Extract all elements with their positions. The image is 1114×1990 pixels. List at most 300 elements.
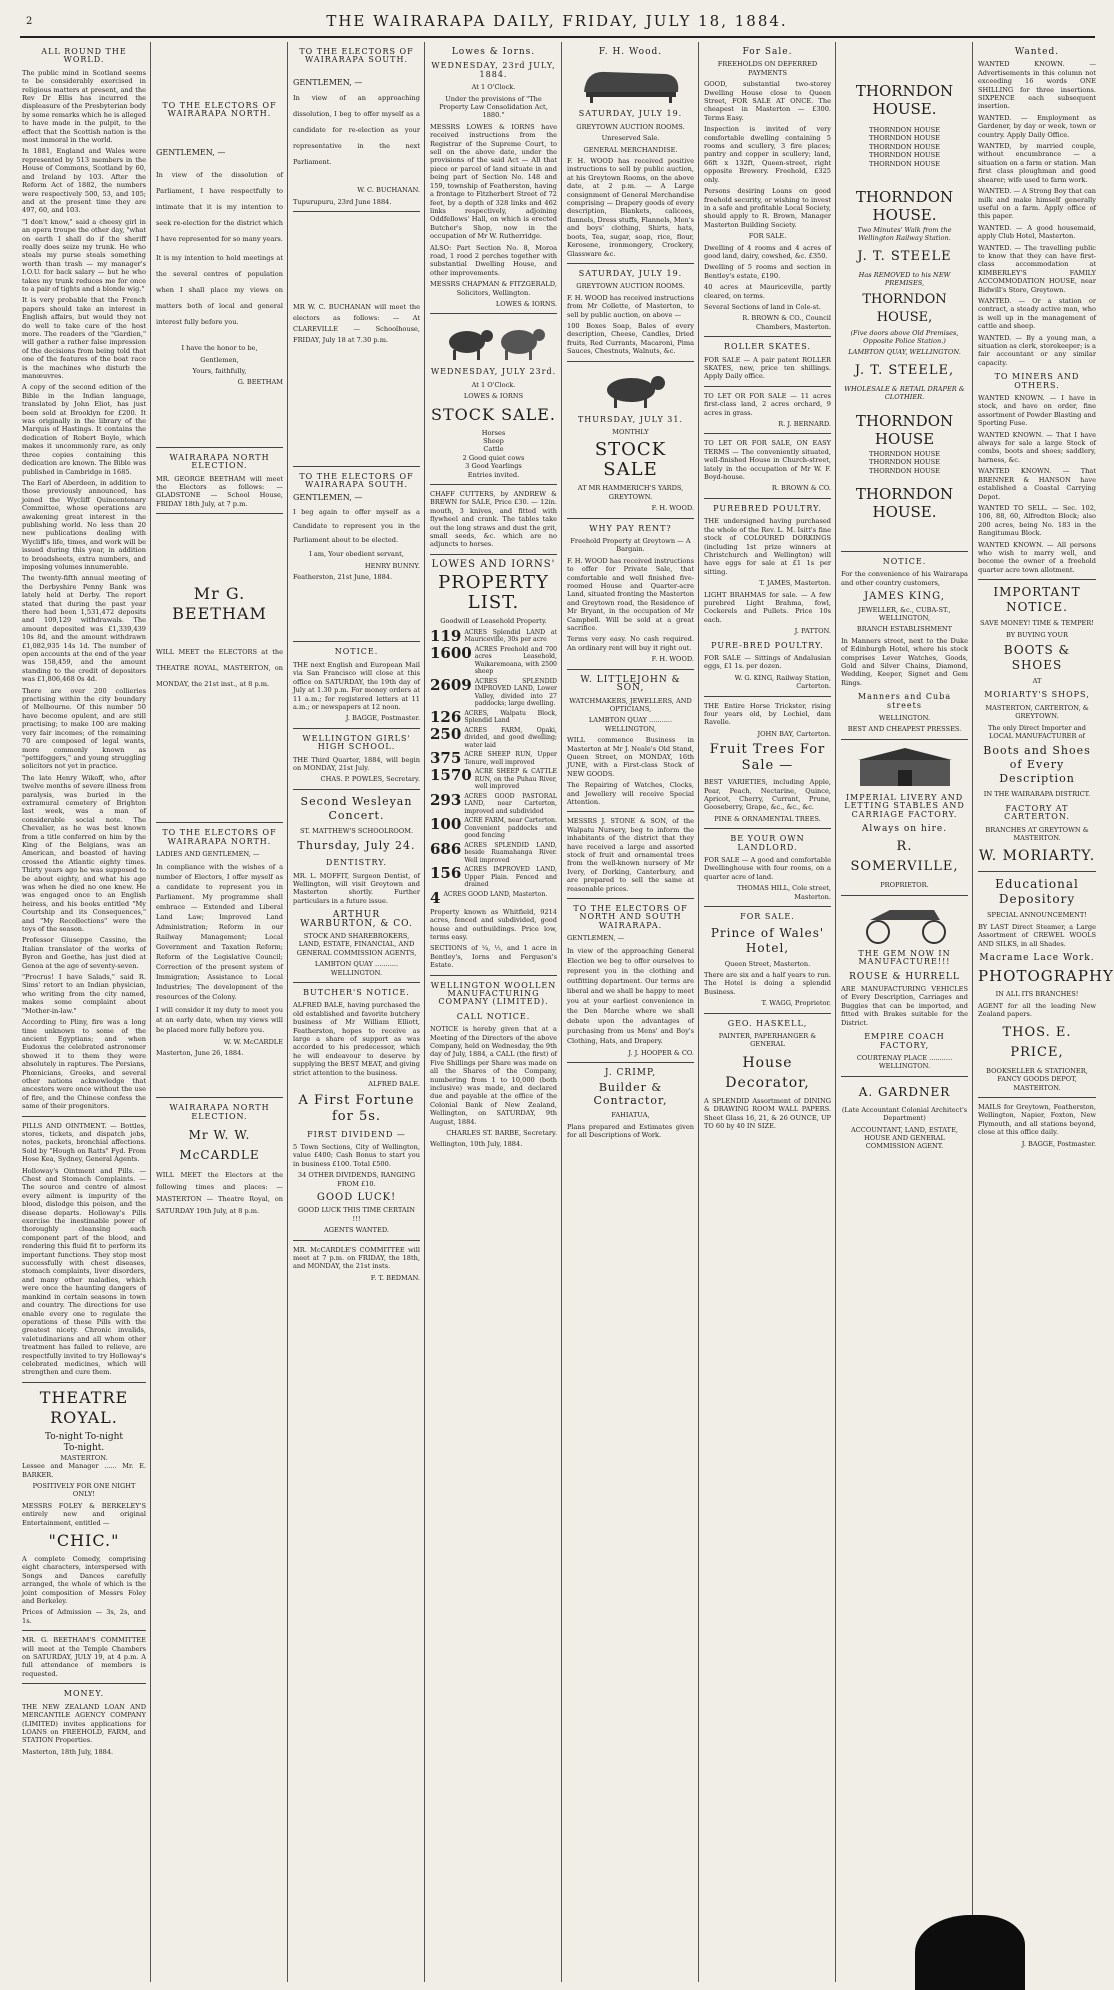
agent-for: AGENT for all the leading New Zealand papers. [978,1001,1096,1019]
acre-entry [430,751,557,766]
walk-note: Two Minutes' Walk from the Wellington Railway Station. [857,226,952,243]
greeting: GENTLEMEN, — [156,147,226,157]
wanted-ad: WANTED TO SELL. — Sec. 102, 106, 88, 60, Alfredton Block; also 200 acres, being No. 183 in the Rangitumau Block. [978,503,1096,538]
acre-description: ACRES GOOD PASTORAL LAND, near Carterton, improved and subdivided [464,792,557,815]
fruit-trees-heading: Fruit Trees For Sale — [709,742,826,774]
divider [704,433,831,434]
theatre-description: A complete Comedy, comprising eight characters, interspersed with Songs and Dances carefully arranged, the whole of which is the joint composition of Messrs Foley and Berkeley. [22,1555,146,1606]
column-2 [156,42,283,1982]
acre-description: ACRE SHEEP & CATTLE RUN, on the Puhau River, well improved [474,768,557,791]
crimp-place: FAHIATUA, [611,1111,650,1120]
acre-description: ACRE SHEEP RUN, Upper Tenure, well improved [464,751,557,766]
warburton-place: LAMBTON QUAY ........... WELLINGTON. [314,960,399,977]
divider [567,263,694,264]
column-divider [972,42,973,1982]
divider [567,361,694,362]
important-notice: IMPORTANT NOTICE. [993,585,1081,615]
littlejohn-trade: WATCHMAKERS, JEWELLERS, AND OPTICIANS, [569,696,692,713]
bunny-close: I am, Your obedient servant, [309,550,404,559]
newspaper-title: THE WAIRARAPA DAILY, FRIDAY, JULY 18, 1884. [326,12,788,30]
draper: WHOLESALE & RETAIL DRAPER & CLOTHIER. [844,384,965,402]
divider [430,484,557,485]
mccardle-committee-signature: F. T. BEDMAN. [370,1273,420,1282]
gardner-note: (Late Accountant Colonial Architect's Department) [841,1105,968,1123]
paragraph: In 1881, England and Wales were represented by 513 members in the House of Commons, Scotland by 60, and Ireland by 103. After the Reform Act of 1882, the numbers were respectively 500, 53, and 105; and at the present time they are 497, 60, and 103. [22,147,146,215]
paragraph: The public mind in Scotland seems to be considerably exercised in religious matters at present, and the Rev Dr Ellis has incurred the displeasure of the Presbyterian body by some remarks which he is alleged to have made in the pulpit, to the effect that the Scottish nation is the most immoral in the world. [22,68,146,145]
sale-date: SATURDAY, JULY 19. [578,109,683,119]
signature: G. BEETHAM [237,378,283,387]
stock-item: 2 Good quiet cows [462,453,525,462]
thornton-house: THORNDON HOUSE. [855,188,954,225]
wanted-ad: WANTED KNOWN. — That I have always for sale a large Stock of combs, boots and shoes; saddlery, harness, &c. [978,430,1096,464]
buchanan-meeting: MR W. C. BUCHANAN will meet the electors as follows: — At CLAREVILLE — Schoolhouse, FRIDAY, July 18 at 7.30 p.m. [293,303,420,345]
divider [704,336,831,337]
mccardle-meeting: WILL MEET the Electors at the following times and places: — MASTERTON — Theatre Royal, on SATURDAY 19th July, at 8 p.m. [156,1171,283,1216]
ladies-greeting: LADIES AND GENTLEMEN, — [156,850,260,859]
mails: MAILS for Greytown, Featherston, Wellington, Napier, Foxton, New Plymouth, and all stations beyond, close at this office daily. [978,1102,1096,1137]
address-body: In view of an approaching dissolution, I beg to offer myself as a candidate for re-election as your representative in the next Parliament. [293,94,420,167]
acre-number: 1600 [430,643,472,662]
divider [567,1062,694,1063]
why-pay-rent: WHY PAY RENT? [589,523,672,533]
stock-time: At 1 O'Clock. [471,380,516,389]
buchanan-signature: W. C. BUCHANAN. [357,186,420,195]
best-presses: BEST AND CHEAPEST PRESSES. [847,725,962,734]
monthly: MONTHLY [612,427,649,436]
littlejohn-name: W. LITTLEJOHN & SON, [580,674,681,694]
for-sale-heading: For Sale. [742,47,793,57]
concert-title: Second Wesleyan Concert. [300,794,413,822]
divider [841,895,968,896]
sale-items-2: 100 Boxes Soap, Bales of every description, Cheese, Candles, Dried fruits, Red Currants, Macaroni, Pima Sauces, Chestnuts, Walnuts, &c. [567,321,694,356]
acre-number: 2609 [430,675,472,694]
sale-also: ALSO: Part Section No. 8, Moroa road, 1 rood 2 perches together with substantial Dwelling House, and other improvements. [430,243,557,277]
dividend-heading: FIRST DIVIDEND — [307,1129,406,1139]
sale-text: MESSRS LOWES & IORNS have received instructions from the Registrar of the Supreme Court, to sell on the above date, under the provisions of the said Act — All that piece or parcel of land situate in and being part of Section No. 148 and 159, township of Featherston, having a frontage to Fitzherbert Street of 72 feet, by a depth of 328 links and 462 links respectively, adjoining Oddfellows' Hall, on which is erected Butcher's Shop, now in the occupation of Mr W. Rutherridge. [430,122,557,241]
paragraph: The Earl of Aberdeen, in addition to those previously announced, has joined the Wycliff Quincentenary Committee, whose operations are awakening great interest in the publishing world. No less than 20 new publications dealing with Wycliff's life, times, and work will be issued during this year, in addition to broadsheets, extra numbers, and imposing volumes innumerable. [22,478,146,571]
to-let-2: TO LET OR FOR SALE, ON EASY TERMS — The conveniently situated, well-finished House in Church-street, lately in the occupation of Mr W. F. Boyd-house. [704,439,831,482]
thornton-item: THORNDON HOUSE [869,159,940,168]
goodwill: Goodwill of Leasehold Property. [440,617,547,626]
sale-text-2: F. H. WOOD has received instructions from Mr Collette, of Masterton, to sell by public auction, on above — [567,293,694,319]
courtenay-place: COURTENAY PLACE ........... WELLINGTON. [856,1053,953,1071]
paragraph: Several Sections of land in Cole-st. [704,302,821,311]
prince-text: There are six and a half years to run. The Hotel is doing a splendid Business. [704,970,831,996]
divider [567,518,694,519]
sections: SECTIONS of ¼, ½, and 1 acre in Bentley's, Iorns and Ferguson's Estate. [430,944,557,970]
paragraph: GOOD, substantial two-storey Dwelling House close to Queen Street, FOR SALE AT ONCE. The cheapest in Masterton — £300. Terms Easy. [704,80,831,122]
theatre-show-title: "CHIC." [48,1531,120,1550]
bunny-greeting: GENTLEMEN, — [293,492,363,502]
postmaster-signature: J. BAGGE, Postmaster. [345,714,420,723]
wood-signature: F. H. WOOD. [651,504,694,513]
wanted-ad: WANTED. — By a young man, a situation as clerk, storekeeper; is a fair accountant or any similar capacity. [978,333,1096,367]
rouse-text: ARE MANUFACTURING VEHICLES of Every Description, Carriages and Buggies that can be imported, and fitted with Brakes suitable for the District. [841,985,968,1027]
acre-entry [430,790,557,816]
hooper-text: In view of the approaching General Election we beg to offer ourselves to represent you in the clothing and outfitting department. Our terms are liberal and we shall be happy to meet you at your earliest convenience in the Den Marche where we shall debate upon the advantages of purchasing from us Mens' and Boy's Clothing, Hats, and Drapery. [567,946,694,1045]
haskell-name: GEO. HASKELL, [727,1018,808,1028]
notice-heading: NOTICE. [334,647,379,657]
address-body: It is my intention to hold meetings at the several centres of population when I shall place my views on matters both of local and general interest fully before you. [156,254,283,327]
divider [567,811,694,812]
woollen-company: WELLINGTON WOOLLEN MANUFACTURING COMPANY (LIMITED). [430,980,557,1007]
paragraph: "Procrus! I have Salads," said R. Sims' retort to an Indian physician, who writing from the city named, makes some complaint about "Mother-in-law." [22,973,146,1015]
thornton-item: THORNDON HOUSE [869,142,940,151]
buying: BY BUYING YOUR [1006,630,1068,639]
closing: Gentlemen, [200,355,239,364]
house-decorator: House Decorator, [725,1054,810,1091]
manufacture-heading: THE GEM NOW IN MANUFACTURE!!! [858,948,951,967]
acre-number: 100 [430,815,462,834]
only-importer: The only Direct Importer and LOCAL MANUFACTURER of [987,723,1087,740]
column-divider [698,42,699,1982]
column-divider [835,42,836,1982]
thornton-house: THORNDON HOUSE [855,411,954,448]
divider [978,871,1096,872]
branches: BRANCHES AT GREYTOWN & MASTERTON. [985,825,1089,843]
masthead-rule [20,36,1095,38]
james-king: JAMES KING, [864,591,945,603]
concert-date: Thursday, July 24. [297,839,416,853]
lambton-quay: LAMBTON QUAY, WELLINGTON. [848,348,961,357]
macrame: Macrame Lace Work. [979,953,1095,964]
wanted-ad: WANTED KNOWN. — I have in stock, and have on order, fine assortment of Powder Blasting and Sporting Fuse. [978,394,1096,428]
branch: BRANCH ESTABLISHMENT [856,625,953,634]
divider [293,1240,420,1241]
yards: AT MR HAMMERICH'S YARDS, GREYTOWN. [577,484,684,501]
thornton-item: THORNDON HOUSE [869,466,940,475]
acre-description: ACRES FARM, Opaki, divided, and good dwelling; water laid [464,726,557,749]
divider [841,551,968,552]
notice-text: For the convenience of his Wairarapa and other country customers, [841,570,968,587]
thornton-item: THORNDON HOUSE [869,449,940,458]
acre-number: 250 [430,724,462,743]
stone-nursery: MESSRS J. STONE & SON, of the Walpatu Nursery, beg to inform the inhabitants of the district that they have received a large and assorted stock of fruit and ornamental trees from the well-known nursery of Mr Ivery, of Dorking, Canterbury, and are prepared to sell the same at reasonable prices. [567,817,694,893]
king-text: In Manners street, next to the Duke of Edinburgh Hotel, where his stock comprises Lever Watches, Goods, Gold and Silver Chains, Diamond, Wedding, Keeper, Signet and Gem Rings. [841,636,968,687]
money-text: THE NEW ZEALAND LOAN AND MERCANTILE AGENCY COMPANY (LIMITED) invites applications for LOANS on FREEHOLD, FARM, and STATION Properties. [22,1702,146,1745]
wanted-ad: WANTED KNOWN. — All persons who wish to marry well, and become the owner of a freehold quarter acre town allotment. [978,540,1096,574]
acre-number: 126 [430,707,462,726]
agent-signature: R. BROWN & CO., Council Chambers, Masterton. [742,314,831,331]
gardner-name: A. GARDNER [858,1084,951,1099]
wanted-heading: Wanted. [1014,47,1060,57]
divider [293,211,420,212]
steele-note: (Five doors above Old Premises, Opposite Police Station.) [850,328,959,346]
address-body: In view of the dissolution of Parliament, I have respectfully to intimate that it is my intention to seek re-election for the district which I have represented for so many years. [156,171,283,244]
educational-text: BY LAST Direct Steamer, a Large Assortment of CREWEL WOOLS AND SILKS, in all Shades. [978,922,1096,948]
wairarapa-district: IN THE WAIRARAPA DISTRICT. [983,790,1091,799]
pure-bred-heading: PURE-BRED POULTRY. [711,640,824,650]
paragraph: According to Pliny, fire was a long time unknown to some of the ancient Egyptians; and when Eudoxus the celebrated astronomer showed it to them they were absolutely in raptures. The Persians, Phœnicians, Greeks, and several other nations acknowledge that ancestors were once without the use of fire, and the Chinese confess the same of their progenitors. [22,1018,146,1111]
other-dividends: 34 OTHER DIVIDENDS, RANGING FROM £10. [297,1171,416,1188]
pine-trees: PINE & ORNAMENTAL TREES. [714,814,821,823]
stock-sale-title: STOCK SALE. [431,404,556,424]
beetham-name: Mr G. BEETHAM [172,584,267,624]
school-signature: CHAS. P. POWLES, Secretary. [320,775,420,784]
divider [430,975,557,976]
sale-date-2: SATURDAY, JULY 19. [578,268,683,278]
firm-heading: F. H. Wood. [598,47,663,57]
bay-signature: JOHN BAY, Carterton. [757,729,831,738]
at: AT [1032,676,1042,685]
acre-entry [430,707,557,726]
theatre-one-night: POSITIVELY FOR ONE NIGHT ONLY! [32,1481,136,1499]
prince-place: Queen Street, Masterton. [724,959,811,968]
bunny-signature: HENRY BUNNY. [364,561,420,570]
property-list-title: PROPERTY LIST. [438,572,549,614]
divider [156,447,283,448]
divider [156,822,283,823]
acre-entry [430,817,557,840]
acre-number: 293 [430,790,462,809]
littlejohn-place: LAMBTON QUAY ........... WELLINGTON, [588,716,673,733]
crimp-trade: Builder & Contractor, [593,1081,668,1108]
freehold-text: F. H. WOOD has received instructions to offer for Private Sale, that comfortable and well finished five-roomed House and Quarter-acre Land, situated fronting the Masterton and Greytown road, the Residence of Mr Bryant, in the occupation of Mr Campbell. Will be sold at a great sacrifice. [567,556,694,633]
masthead [0,6,1114,36]
divider [704,906,831,907]
acre-number: 375 [430,749,462,768]
divider [704,696,831,697]
divider [430,554,557,555]
rouse-name: ROUSE & HURRELL [849,971,960,982]
accountant: ACCOUNTANT, LAND, ESTATE, HOUSE AND GENERAL COMMISSION AGENT. [850,1125,958,1151]
thornton-house: THORNDON HOUSE. [855,82,954,118]
stock-firm: LOWES & IORNS [463,392,524,401]
wellington: WELLINGTON. [878,714,931,722]
closing: Yours, faithfully, [192,367,247,376]
theatre-heading: THEATRE ROYAL. [39,1387,129,1427]
ladies-body: In compliance with the wishes of a number of Electors, I offer myself as a candidate to represent you in Parliament. My programme shall embrace — Extended and Liberal Land Law; Improved Land Administration; Reform in our Railway Management; Local Government and Taxation Reform; Reform of the Legislative Council; Correction of the present system of Immigration; Assistance to Local Industries; The development of the resources of the Colony. [156,862,283,1001]
sale-time: At 1 O'Clock. [471,83,516,92]
theatre-tonight: To-night To-night [44,1431,124,1442]
article-heading: ALL ROUND THE WORLD. [41,47,127,65]
sale-act: Under the provisions of "The Property Law Consolidation Act, 1880." [439,94,548,120]
miners-heading: TO MINERS AND OTHERS. [994,372,1080,390]
sale-text: F. H. WOOD has received positive instructions to sell by public auction, at his Greytown Rooms, on the above date, at 2 p.m. — A Large consignment of General Merchandise comprising — Drapery goods of every description, Blankets, calicoes, flannels, Dress stuffs, Flannels, Men's and boys' clothing, Shirts, hats, boots, Tea, sugar, soap, rice, flour, Kerosene, ironmongery, Crockery, Glassware &c. [567,157,694,258]
cattle-engraving [576,368,686,410]
fruit-text: BEST VARIETIES, including Apple, Pear, Peach, Nectarine, Quince, Apricot, Cherry, Currant, Prune, Gooseberry, Grape, &c., &c., &c. [704,778,831,812]
mccardle-date: Masterton, June 26, 1884. [156,1048,244,1057]
mccardle-signature: W. W. McCARDLE [223,1037,283,1046]
call-notice-text: NOTICE is hereby given that at a Meeting of the Directors of the above Company, held on Wednesday, the 9th day of July, 1884, a CALL (the first) of Five Shillings per Share was made on all the Shares of the Company, numbering from 1 to 10,000 (both inclusive) was made, and declared due and payable at the office of the Colonial Bank of New Zealand, Wellington, on SATURDAY, 9th August, 1884. [430,1025,557,1126]
mccardle-name: Mr W. W. McCARDLE [179,1128,260,1163]
roller-text: FOR SALE — A pair patent ROLLER SKATES, new, price ten shillings. Apply Daily office. [704,355,831,381]
mccardle-committee: MR. McCARDLE'S COMMITTEE will meet at 7 p.m. on FRIDAY, the 18th, and MONDAY, the 21st insts. [293,1245,420,1271]
freehold-terms: Terms very easy. No cash required. An ordinary rent will buy it right out. [567,635,694,652]
sale-place-2: GREYTOWN AUCTION ROOMS. [576,282,685,291]
divider [22,1683,146,1684]
merchandise-heading: GENERAL MERCHANDISE. [583,145,678,154]
theatre-prices: Prices of Admission — 3s, 2s, and 1s. [22,1608,146,1625]
good-luck: GOOD LUCK! [316,1191,397,1203]
closing: I have the honor to be, [181,344,258,353]
beetham-meeting: WILL MEET the ELECTORS at the THEATRE ROYAL, MASTERTON, on MONDAY, the 21st inst., at 8 p.m. [156,648,283,689]
undersigned: LOWES & IORNS. [495,299,557,308]
all-branches: IN ALL ITS BRANCHES! [995,990,1079,999]
column-divider [424,42,425,1982]
bunny-date: Featherston, 21st June, 1884. [293,573,393,582]
acre-number: 119 [430,626,462,645]
mail-notice: THE next English and European Mail via San Francisco will close at this office on SATURDAY, the 19th day of July at 1.30 p.m. For money orders at 11 a.m.; for registered letters at 11 a.m.; or newspapers at 12 noon. [293,660,420,711]
sale-date: WEDNESDAY, 23rd JULY, 1884. [431,61,556,79]
good-luck-sub: GOOD LUCK THIS TIME CERTAIN !!! [297,1206,415,1223]
divider [293,789,420,790]
acre-entry [430,839,557,865]
south-heading: TO THE ELECTORS OF WAIRARAPA SOUTH. [299,47,414,65]
wanted-ad: WANTED. — A Strong Boy that can milk and make himself generally useful on a farm. Apply office of this paper. [978,187,1096,221]
call-date: Wellington, 10th July, 1884. [430,1140,523,1149]
moriarty-name: W. MORIARTY. [978,848,1096,865]
acre-description: ACRES Freehold and 700 acres Leasehold, Waikaremoana, with 2500 sheep [474,645,557,676]
moriarty-places: MASTERTON, CARTERTON, & GREYTOWN. [985,703,1089,721]
divider [704,828,831,829]
steele-name-2: J. T. STEELE, [854,362,955,378]
divider [430,313,557,314]
freeholds: FREEHOLDS ON DEFERRED PAYMENTS [717,60,818,77]
dividend-prizes: 5 Town Sections, City of Wellington, value £400; Cash Bonus to start you in business £100. Total £500. [293,1142,420,1168]
acre-entry [430,724,557,750]
property-footer: Property known as Whitfield, 9214 acres, fenced and subdivided, good house and outbuildings. Price low, terms easy. [430,907,557,941]
acre-description: ACRES GOOD LAND, Masterton. [443,890,548,898]
acre-entry [430,888,557,907]
acre-description: ACRE FARM, near Carterton. Convenient paddocks and good fencing [464,817,557,840]
school-heading: WELLINGTON GIRLS' HIGH SCHOOL. [302,733,411,752]
acre-description: ACRES SPLENDID LAND, beside Ruamahanga River. Well improved [464,841,557,864]
acre-description: ACRES IMPROVED LAND, Upper Plain. Fenced and drained [464,866,557,889]
patton-signature: J. PATTON. [794,627,831,636]
landlord-heading: BE YOUR OWN LANDLORD. [730,834,805,852]
wanted-ad: WANTED. — Or a station or contract, a steady active man, who is well up in the management of cattle and sheep. [978,296,1096,331]
wanted-ad: WANTED. — The travelling public to know that they can have first-class accommodation at KIMBERLEY'S FAMILY ACCOMMODATION HOUSE, near Bidwill's Store, Greytown. [978,243,1096,294]
crimp-name: J. CRIMP, [604,1068,657,1079]
paragraph: Persons desiring Loans on good freehold security, or wishing to invest in a safe and profitable Local Society, should apply to R. Brown, Manager Masterton Building Society. [704,187,831,229]
thornton-item: THORNDON HOUSE [869,458,940,467]
theatre-place: MASTERTON. [60,1453,108,1462]
dentistry-notice: MR. L. MOFFIT, Surgeon Dentist, of Wellington, will visit Greytown and Masterton shortly. Further particulars in a future issue. [293,871,420,905]
landlord-text: FOR SALE — A good and comfortable Dwellinghouse with four rooms, on a quarter acre of land. [704,856,831,881]
paragraph: "I don't know," said a cheesy girl in an opera troupe the other day, "what on earth I shall do if the sheriff really does seize my trunk. He who steals my purse steals something worth than trash — my manager's I.O.U. for back salary — but he who takes my trunk reduces me for once to a pair of tights and a blonde wig." [22,217,146,293]
acre-number: 686 [430,839,462,858]
wanted-ad: WANTED. — A good housemaid, apply Club Hotel, Masterton. [978,223,1096,241]
theatre-tonight-2: To-night. [63,1442,105,1453]
streets: Manners and Cuba streets [857,692,952,710]
educational-depository: Educational Depository [995,877,1079,907]
sittings: FOR SALE — Sittings of Andalusian eggs, £1 1s. per dozen. [704,653,831,671]
wanted-ad: WANTED KNOWN. — That BRENNER & HANSON have established a Coastal Carrying Depot. [978,467,1096,501]
bagge-signature: J. BAGGE, Postmaster. [1021,1139,1096,1148]
acre-entry [430,866,557,889]
page-number: 2 [26,16,33,27]
paragraph: Holloway's Ointment and Pills. — Chest and Stomach Complaints. — The source and centre of almost every ailment is impurity of the blood, dislodge this poison, and the disease departs. Holloway's Pills exercise the inestimable power of thoroughly cleansing each component part of the blood, and rendering this fluid fit to perform its important functions. They stop most successfully with chest diseases, stomach complaints, liver disorders, and many other maladies, which were once the haunting dangers of mankind in certain seasons in town and country. The directions for use enable every one to regulate the operations of these Pills with the greatest nicety. Chronic invalids, valetudinarians and all whom other treatment has failed to relieve, are respectfully invited to try Holloway's celebrated medicines, which will strengthen and cure them. [22,1166,146,1377]
save-money: SAVE MONEY! TIME & TEMPER! [980,619,1094,628]
prince-for-sale: FOR SALE. [740,912,795,922]
greeting: GENTLEMEN, — [293,77,363,87]
photography: PHOTOGRAPHY [978,967,1114,986]
wanted-ad: WANTED, by married couple, without encumbrance — a situation on a farm or station. Man first class ploughman and good shearer; wife used to farm work. [978,142,1096,184]
divider [704,498,831,499]
firm-heading: Lowes & Iorns. [451,47,536,57]
stock-item: Horses [481,428,506,437]
acre-entry [430,626,557,645]
brown-signature: R. BROWN & CO. [771,484,831,493]
special-announcement: SPECIAL ANNOUNCEMENT! [987,911,1087,920]
acre-description: ACRES SPLENDID IMPROVED LAND, Lower Valley, divided into 27 paddocks; large dwelling. [474,677,557,708]
solicitors: MESSRS CHAPMAN & FITZGERALD, Solicitors, Wellington. [430,280,557,297]
thornton-item: THORNDON HOUSE [869,126,940,134]
acre-entry [430,768,557,791]
thornton-house: THORNDON HOUSE. [855,484,954,521]
acre-description: ACRES, Walpatu Block, Splendid Land [464,709,557,725]
acre-list [430,626,557,907]
empire-factory: EMPIRE COACH FACTORY, [864,1032,945,1050]
entries-invited: Entries invited. [467,470,520,479]
brahmas: LIGHT BRAHMAS for sale. — A few purebred Light Brahma, fowl, Cockerels and Pullets. Price 10s each. [704,590,831,624]
acre-description: ACRES Splendid LAND at Mauriceville, 30s per acre [464,628,557,644]
divider [293,982,420,983]
thornton-list-2 [841,450,968,475]
ladies-close: I will consider it my duty to meet you at an early date, when my views will be placed more fully before you. [156,1005,283,1034]
poultry-heading: PUREBRED POULTRY. [713,503,822,513]
butcher-heading: BUTCHER'S NOTICE. [303,988,410,998]
beetham-committee-notice: MR. G. BEETHAM'S COMMITTEE will meet at the Temple Chambers on SATURDAY, JULY 19, at 4 p.m. A full attendance of members is requested. [22,1636,146,1678]
dentistry-heading: DENTISTRY. [325,858,388,868]
wood-signature-2: F. H. WOOD. [651,655,694,664]
fortune-title: A First Fortune for 5s. [298,1092,415,1124]
paragraph: A copy of the second edition of the Bible in the Indian language, translated by John Eliot, has just been sold at Brooklyn for £200. It was originally in the library of the Marquis of Hastings. It contains the dedication of Robert Boyle, which makes it uncommonly rare, as only three copies containing this dedication are known. The Bible was published in Cambridge in 1685. [22,383,146,476]
haskell-text: A SPLENDID Assortment of DINING & DRAWING ROOM WALL PAPERS. Sheet Glass 16, 21, & 26 OUNCE, UP TO 60 by 40 IN SIZE. [704,1096,831,1130]
concert-place: ST. MATTHEW'S SCHOOLROOM. [299,826,414,835]
column-3 [293,42,420,1982]
acre-number: 4 [430,888,441,907]
meeting-notice: MR. GEORGE BEETHAM will meet the Electors as follows: — GLADSTONE — School House, FRIDAY 18th July, at 7 p.m. [156,474,283,508]
sofa-engraving [576,62,686,104]
roller-heading: ROLLER SKATES. [724,342,811,352]
james-signature: T. JAMES, Masterton. [759,579,831,588]
butcher-signature: ALFRED BALE. [368,1080,420,1089]
wanted-ad: WANTED. — Employment as Gardener, by day or week, town or country. Apply Daily Office. [978,113,1096,139]
always-on-hire: Always on hire. [861,824,948,835]
stock-date: WEDNESDAY, JULY 23rd. [430,367,557,377]
littlejohn-text: WILL commence Business in Masterton at Mr J. Neale's Old Stand, Queen Street, on MONDAY, 16th JUNE, with a First-class Stock of NEW GOODS. [567,736,694,778]
paragraph: The late Henry Wikoff, who, after twelve months of severe illness from paralysis, was buried in the extramural cemetery of Brighton last week, was a man of considerable social note. The Chevalier, as he was best known from a title conferred on him by the King of the Belgians, was an American, and boasted of having crossed the Atlantic eighty times. Thirty years ago he was supposed to be about eighty, and what his age was when he died no one knew. He was engaged once to an English heiress, and his books entitled "My Courtship and its Consequences," and "My Recollections" were the toys of the season. [22,773,146,934]
price-name: THOS. E. PRICE, [1002,1024,1072,1060]
electors-heading-2: TO THE ELECTORS OF WAIRARAPA NORTH. [162,828,277,846]
divider [156,513,283,514]
stock-items [430,429,557,471]
livestock-engraving [439,320,549,362]
price-trade: BOOKSELLER & STATIONER, FANCY GOODS DEPOT, MASTERTON. [986,1066,1088,1092]
butcher-notice: ALFRED BALE, having purchased the old established and favorite butchery business of Mr William Elliott, Featherston, hopes to receive as large a share of support as was accorded to his predecessor, which he will endeavour to deserve by supplying the BEST MEAT, and giving strict attention to the business. [293,1001,420,1077]
warburton-trade: STOCK AND SHAREBROKERS, LAND, ESTATE, FINANCIAL, AND GENERAL COMMISSION AGENTS, [296,932,417,957]
littlejohn-repair: The Repairing of Watches, Clocks, and Jewellery will receive Special Attention. [567,781,694,806]
buchanan-date: Tupurupuru, 23rd June 1884. [293,197,392,206]
theatre-company: MESSRS FOLEY & BERKELEY'S entirely new and original Entertainment, entitled — [22,1501,146,1527]
paragraph: 40 acres at Mauriceville, partly cleared, on terms. [704,283,831,300]
stock-sale-title: STOCK SALE [594,439,667,481]
money-date: Masterton, 18th July, 1884. [22,1747,114,1756]
paragraph: There are over 200 collieries practising within the city boundary of Melbourne. Of this number 50 have become opulent, and are still practising; to make 100 are making very fair incomes; of the remaining 70 are composed of legal wants, more commonly known as "pettifoggers," and young struggling solicitors not yet in practice. [22,686,146,771]
paragraph: Dwelling of 5 rooms and section in Bentley's estate, £190. [704,263,831,280]
paragraph: It is very probable that the French papers should take an interest in English affairs, but would they not do well to take care of the host more. The readers of the "Gardien," will gather a rather false impression of the decisions from being told that one of the features of the boat race is the machines who disturb the manœuvres. [22,296,146,381]
stable-engraving [850,746,960,788]
stock-item: Sheep [483,437,504,445]
electors-heading: TO THE ELECTORS OF WAIRARAPA NORTH. [162,101,277,119]
paragraph: Dwelling of 4 rooms and 4 acres of good land, dairy, cowshed, &c. £350. [704,243,831,260]
factory: FACTORY AT CARTERTON. [1004,803,1070,822]
divider [293,641,420,642]
column-7 [841,42,968,1982]
poultry-text: THE undersigned having purchased the whole of the Rev. L. M. Isitt's fine stock of COLOURED DORKINGS (including 1st prize winners at Christchurch and Wellington) will have eggs for sale at £1 1s per sitting. [704,517,831,576]
